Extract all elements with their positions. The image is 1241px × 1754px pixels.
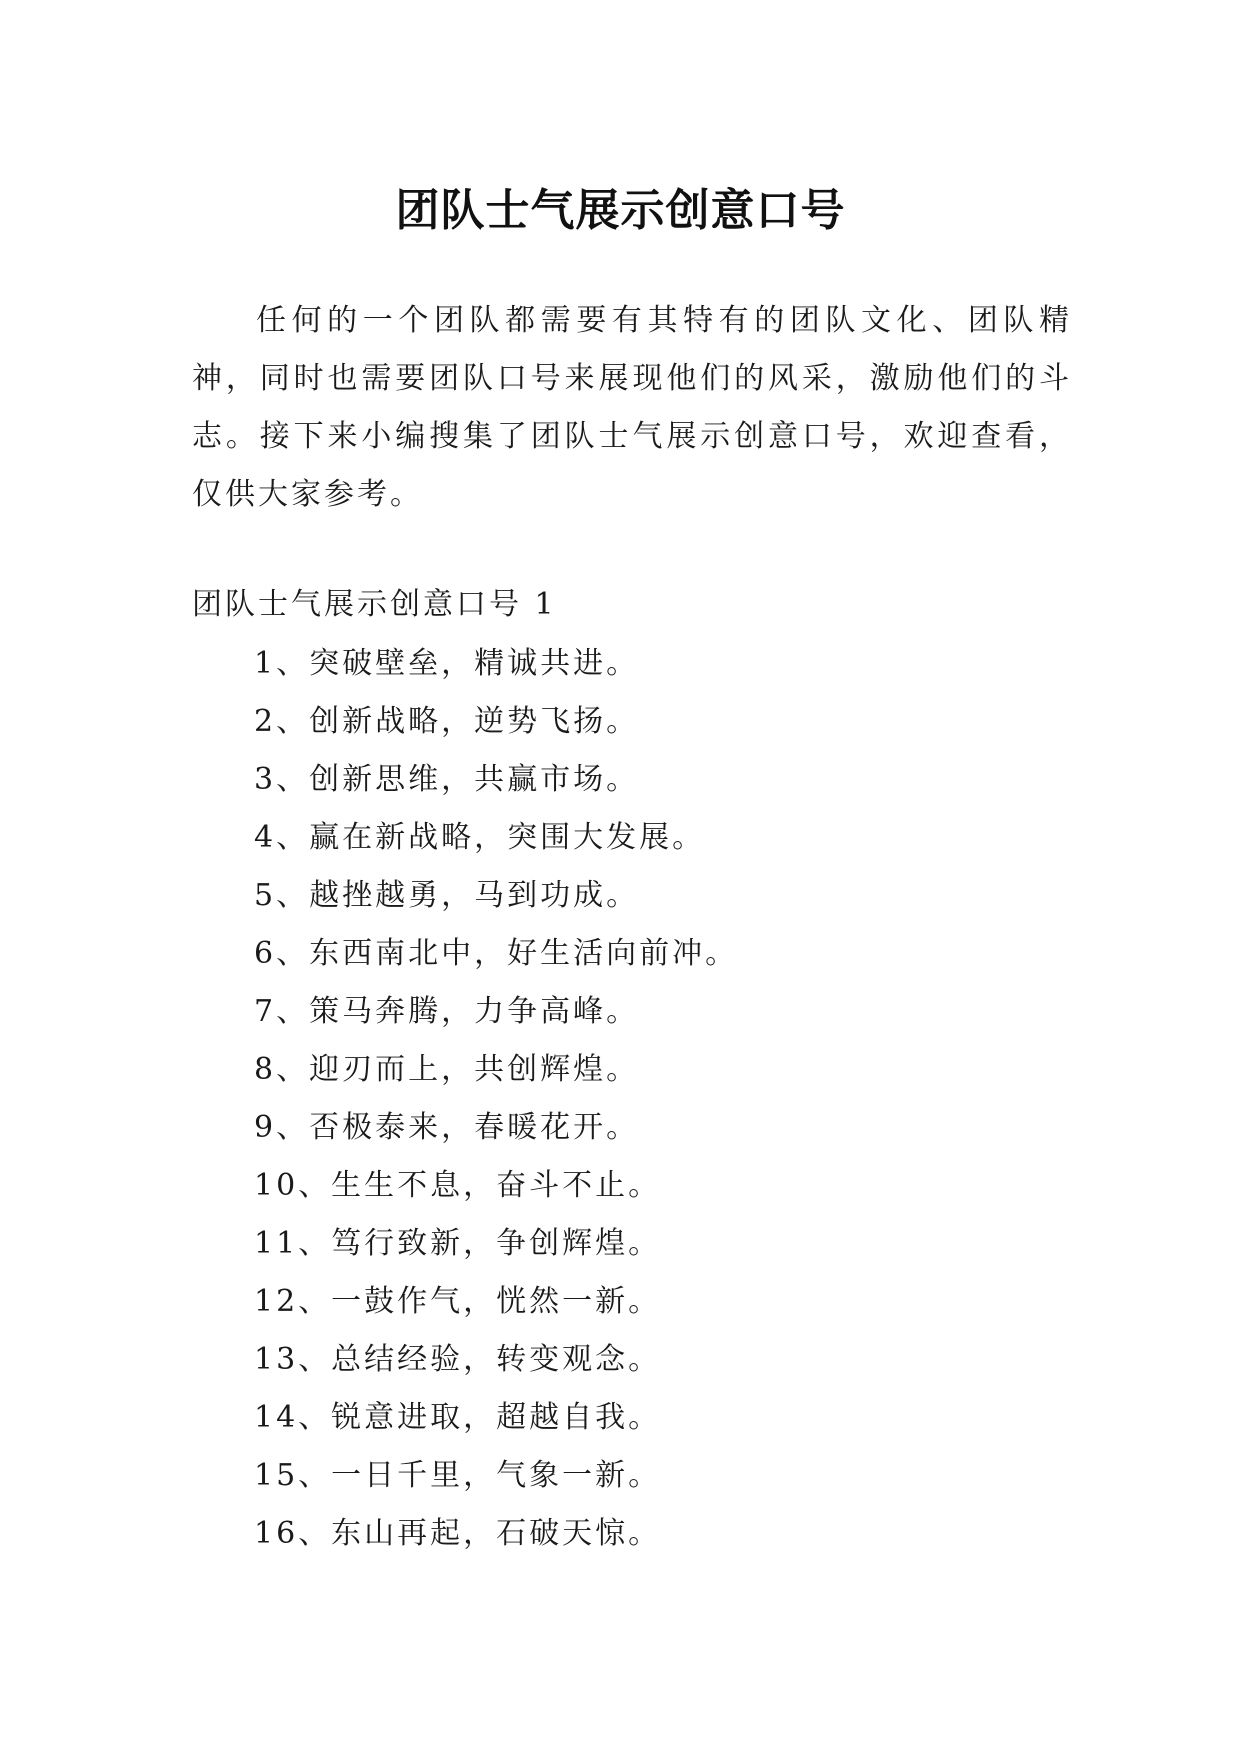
intro-paragraph: 任何的一个团队都需要有其特有的团队文化、团队精神，同时也需要团队口号来展现他们的风采，激励他们的斗志。接下来小编搜集了团队士气展示创意口号，欢迎查看，仅供大家参考。	[192, 303, 1072, 512]
slogan-item: 9、否极泰来，春暖花开。	[254, 1110, 640, 1145]
slogan-item: 2、创新战略，逆势飞扬。	[254, 704, 640, 739]
slogan-item: 1、突破壁垒，精诚共进。	[254, 646, 640, 681]
slogan-item: 11、笃行致新，争创辉煌。	[254, 1226, 662, 1261]
slogan-item: 16、东山再起，石破天惊。	[254, 1516, 662, 1551]
slogan-item: 13、总结经验，转变观念。	[254, 1342, 662, 1377]
slogan-list	[254, 635, 1034, 1563]
slogan-item: 7、策马奔腾，力争高峰。	[254, 994, 640, 1029]
slogan-item: 3、创新思维，共赢市场。	[254, 762, 640, 797]
slogan-item: 10、生生不息，奋斗不止。	[254, 1168, 662, 1203]
slogan-item: 6、东西南北中，好生活向前冲。	[254, 936, 739, 971]
section-heading: 团队士气展示创意口号 1	[192, 587, 557, 622]
slogan-item: 5、越挫越勇，马到功成。	[254, 878, 640, 913]
slogan-item: 14、锐意进取，超越自我。	[254, 1400, 662, 1435]
slogan-item: 8、迎刃而上，共创辉煌。	[254, 1052, 640, 1087]
slogan-item: 4、赢在新战略，突围大发展。	[254, 820, 706, 855]
document-title: 团队士气展示创意口号	[395, 185, 846, 237]
slogan-item: 15、一日千里，气象一新。	[254, 1458, 662, 1493]
slogan-item: 12、一鼓作气，恍然一新。	[254, 1284, 662, 1319]
